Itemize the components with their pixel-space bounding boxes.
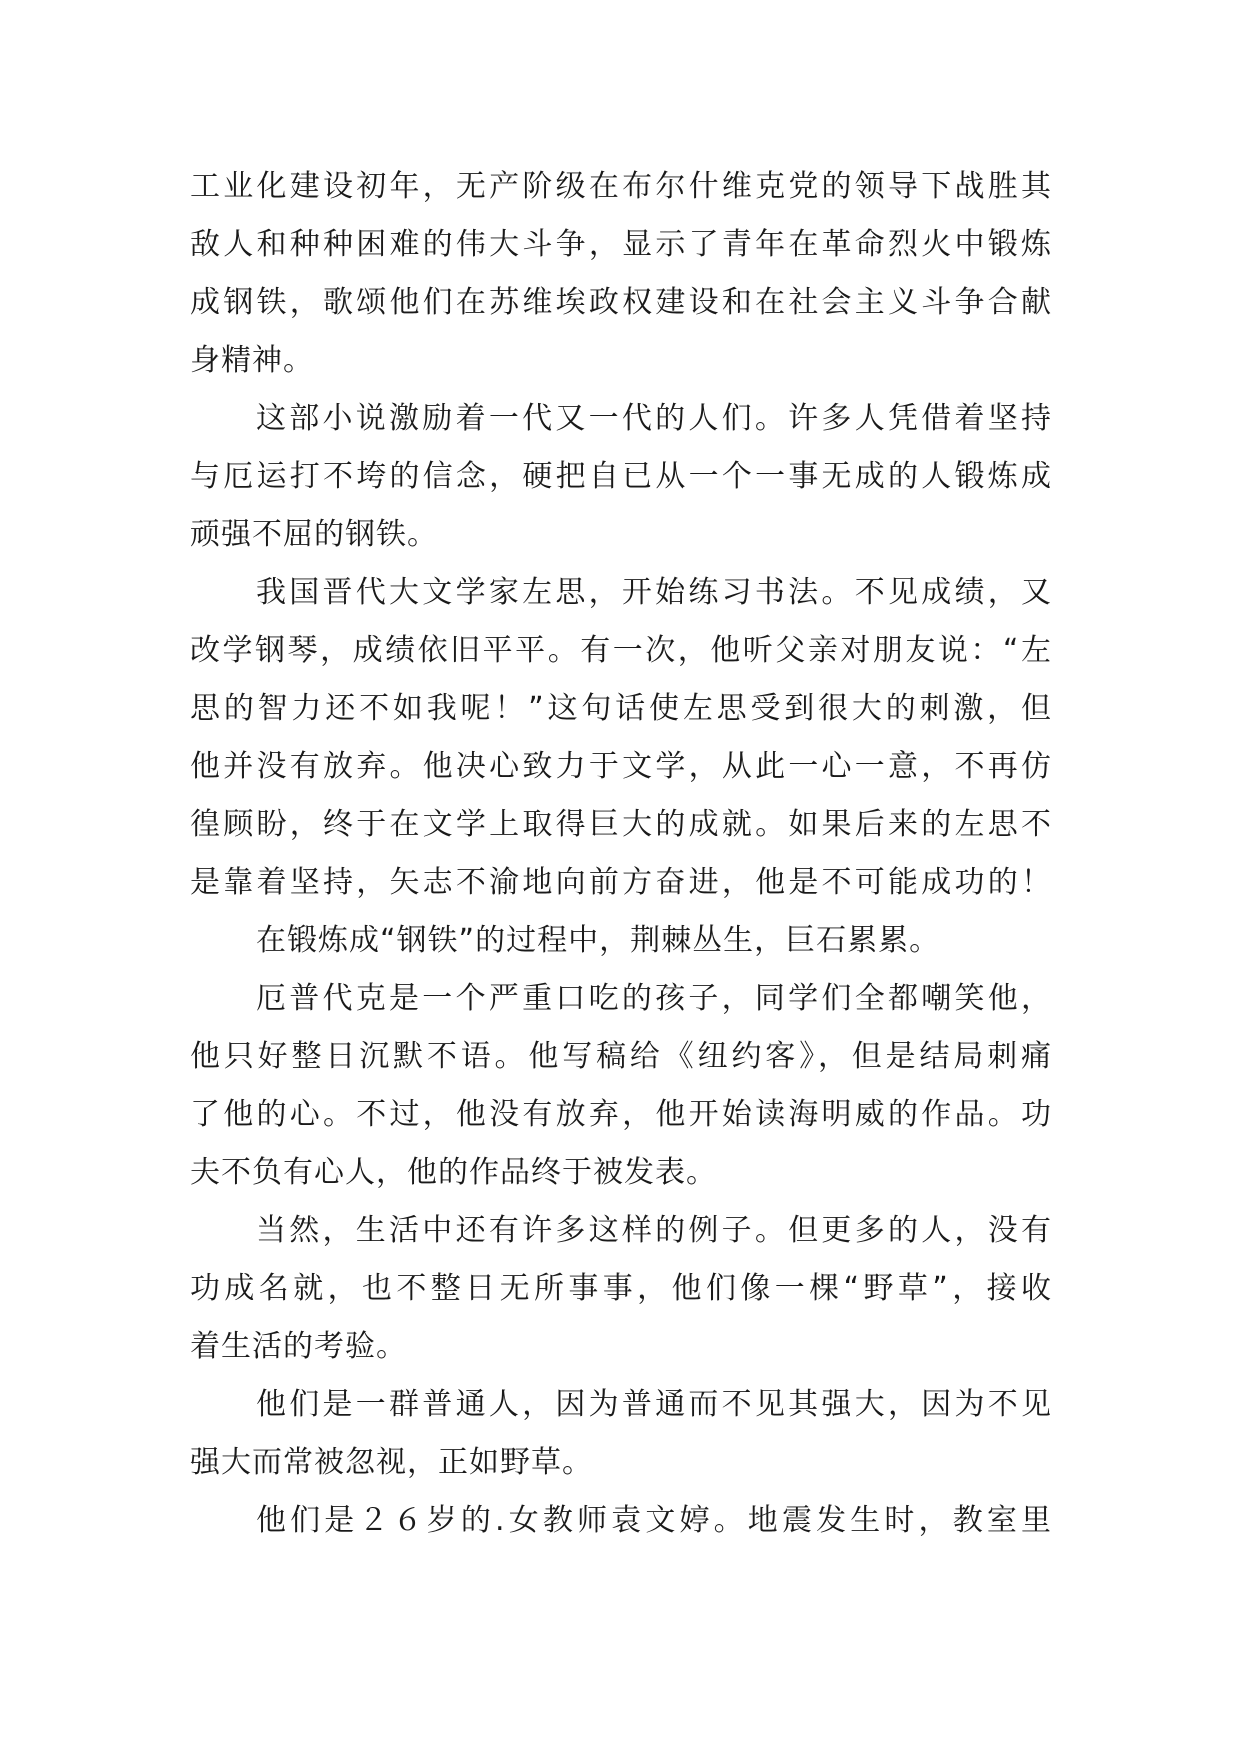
- text-line: 是靠着坚持，矢志不渝地向前方奋进，他是不可能成功的！: [190, 865, 1052, 900]
- text-line: 身精神。: [190, 343, 314, 378]
- text-line: 思的智力还不如我呢！”这句话使左思受到很大的刺激，但: [190, 691, 1052, 726]
- text-line: 这部小说激励着一代又一代的人们。许多人凭借着坚持: [256, 401, 1052, 436]
- text-line: 顽强不屈的钢铁。: [190, 517, 438, 552]
- text-line: 强大而常被忽视，正如野草。: [190, 1445, 593, 1480]
- text-line: 他们是２６岁的.女教师袁文婷。地震发生时，教室里: [256, 1503, 1052, 1538]
- text-line: 夫不负有心人，他的作品终于被发表。: [190, 1155, 717, 1190]
- text-line: 厄普代克是一个严重口吃的孩子，同学们全都嘲笑他，: [256, 981, 1052, 1016]
- text-line: 我国晋代大文学家左思，开始练习书法。不见成绩，又: [256, 575, 1052, 610]
- text-line: 改学钢琴，成绩依旧平平。有一次，他听父亲对朋友说：“左: [190, 633, 1052, 668]
- text-line: 着生活的考验。: [190, 1329, 407, 1364]
- text-line: 他并没有放弃。他决心致力于文学，从此一心一意，不再仿: [190, 749, 1052, 784]
- text-line: 徨顾盼，终于在文学上取得巨大的成就。如果后来的左思不: [190, 807, 1052, 842]
- text-line: 工业化建设初年，无产阶级在布尔什维克党的领导下战胜其: [190, 169, 1052, 204]
- text-line: 他们是一群普通人，因为普通而不见其强大，因为不见: [256, 1387, 1052, 1422]
- text-line: 他只好整日沉默不语。他写稿给《纽约客》，但是结局刺痛: [190, 1039, 1052, 1074]
- text-line: 功成名就，也不整日无所事事，他们像一棵“野草”，接收: [190, 1271, 1052, 1306]
- text-line: 当然，生活中还有许多这样的例子。但更多的人，没有: [256, 1213, 1052, 1248]
- body-text: [190, 158, 1052, 1550]
- text-line: 敌人和种种困难的伟大斗争，显示了青年在革命烈火中锻炼: [190, 227, 1052, 262]
- text-line: 了他的心。不过，他没有放弃，他开始读海明威的作品。功: [190, 1097, 1052, 1132]
- text-line: 成钢铁，歌颂他们在苏维埃政权建设和在社会主义斗争合献: [190, 285, 1052, 320]
- text-line: 与厄运打不垮的信念，硬把自已从一个一事无成的人锻炼成: [190, 459, 1052, 494]
- text-line: 在锻炼成“钢铁”的过程中，荆棘丛生，巨石累累。: [256, 923, 941, 958]
